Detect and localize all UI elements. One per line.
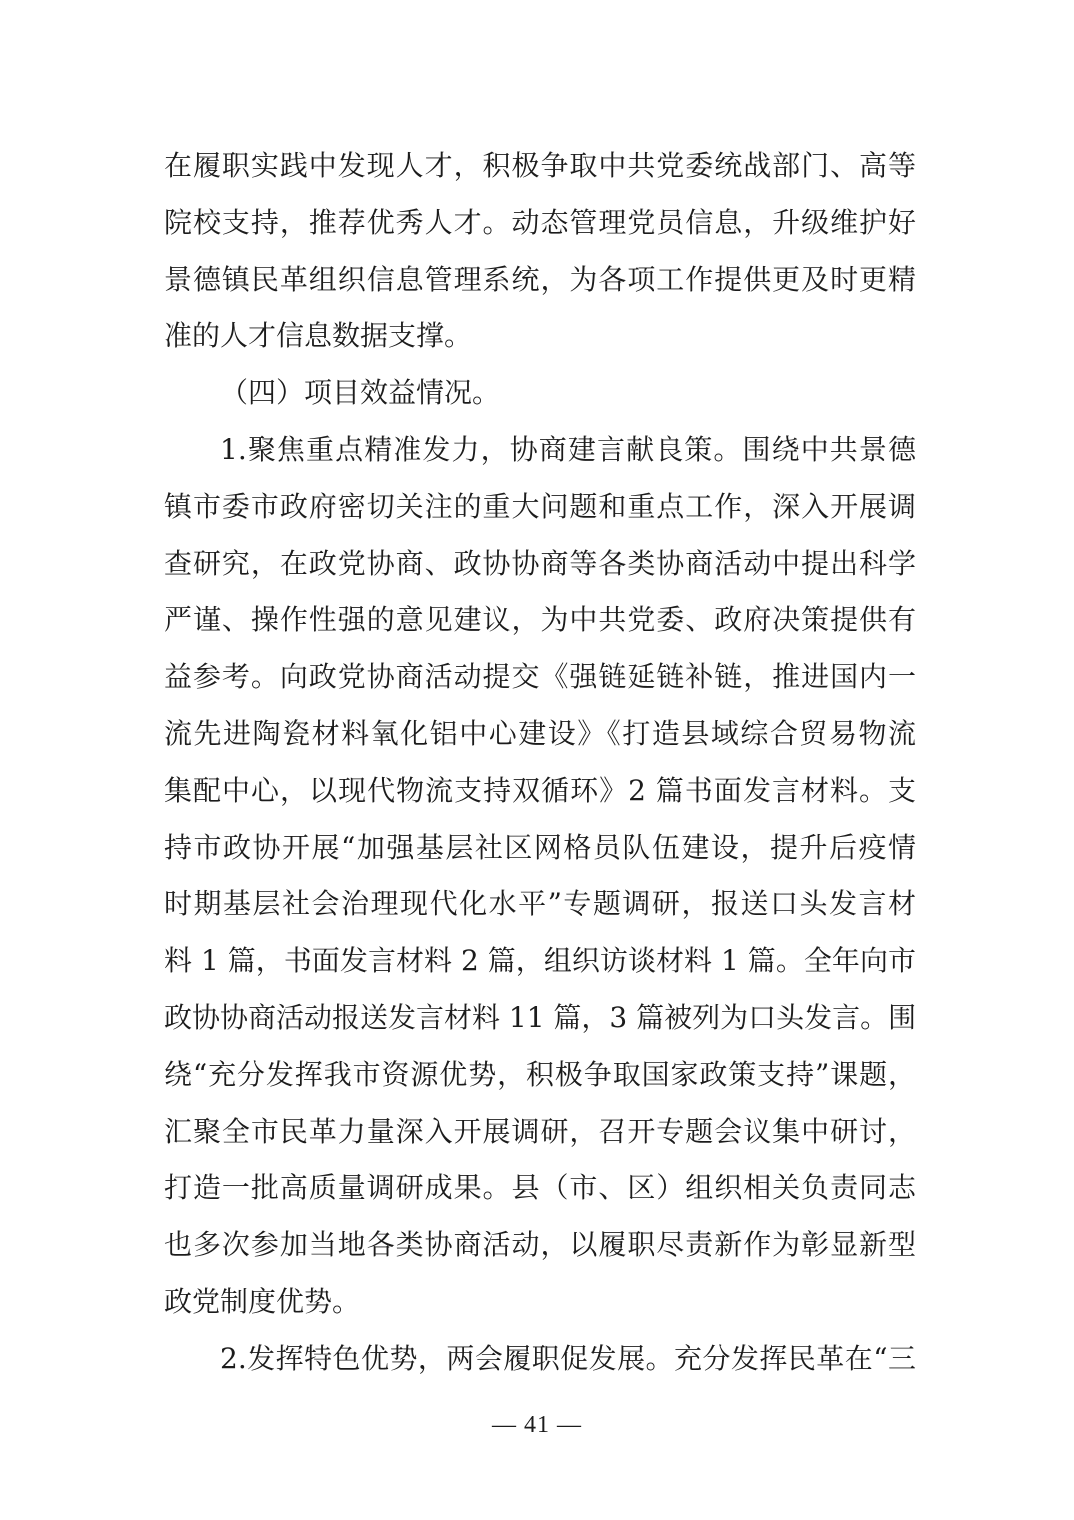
text-line: 时期基层社会治理现代化水平”专题调研，报送口头发言材 xyxy=(164,887,916,921)
text-line: 汇聚全市民革力量深入开展调研，召开专题会议集中研讨， xyxy=(164,1114,916,1148)
text-line: 在履职实践中发现人才，积极争取中共党委统战部门、高等 xyxy=(164,149,916,182)
text-line: 查研究，在政党协商、政协协商等各类协商活动中提出科学 xyxy=(164,546,916,580)
text-line: 院校支持，推荐优秀人才。动态管理党员信息，升级维护好 xyxy=(164,205,916,239)
text-line: 绕“充分发挥我市资源优势，积极争取国家政策支持”课题， xyxy=(164,1057,916,1091)
text-line: 镇市委市政府密切关注的重大问题和重点工作，深入开展调 xyxy=(164,489,916,523)
text-line: 1.聚焦重点精准发力，协商建言献良策。围绕中共景德 xyxy=(220,432,916,466)
text-line: 景德镇民革组织信息管理系统，为各项工作提供更及时更精 xyxy=(164,262,916,296)
text-line: 2.发挥特色优势，两会履职促发展。充分发挥民革在“三 xyxy=(220,1341,916,1375)
text-line: 持市政协开展“加强基层社区网格员队伍建设，提升后疫情 xyxy=(164,830,916,864)
text-line: 集配中心，以现代物流支持双循环》2 篇书面发言材料。支 xyxy=(164,773,916,807)
text-line: 打造一批高质量调研成果。县（市、区）组织相关负责同志 xyxy=(164,1171,916,1205)
text-line: 严谨、操作性强的意见建议，为中共党委、政府决策提供有 xyxy=(164,603,916,637)
text-line: 政协协商活动报送发言材料 11 篇，3 篇被列为口头发言。围 xyxy=(164,1000,916,1034)
section-heading: （四）项目效益情况。 xyxy=(220,376,501,410)
text-line: 政党制度优势。 xyxy=(164,1284,361,1318)
page-number: — 41 — xyxy=(492,1412,582,1438)
text-line: 料 1 篇，书面发言材料 2 篇，组织访谈材料 1 篇。全年向市 xyxy=(164,944,916,978)
text-line: 准的人才信息数据支撑。 xyxy=(164,319,473,353)
text-line: 也多次参加当地各类协商活动，以履职尽责新作为彰显新型 xyxy=(164,1228,916,1262)
text-line: 流先进陶瓷材料氧化铝中心建设》《打造县域综合贸易物流 xyxy=(164,716,916,750)
text-line: 益参考。向政党协商活动提交《强链延链补链，推进国内一 xyxy=(164,660,916,694)
body-text xyxy=(164,138,916,1388)
